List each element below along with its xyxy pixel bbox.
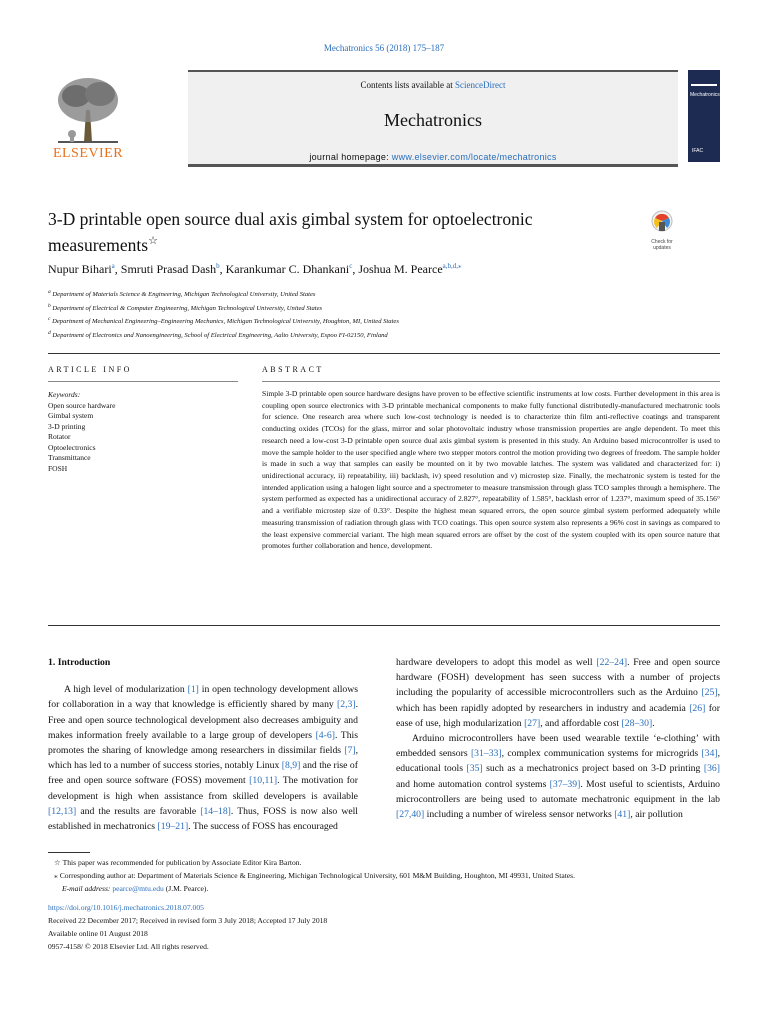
footnote-divider [48, 852, 90, 853]
affiliation-item [48, 301, 399, 315]
citation-link[interactable]: [28–30] [621, 717, 653, 729]
divider [262, 381, 720, 382]
journal-homepage [188, 152, 678, 162]
body-text: for ease of use, high modularization [396, 702, 720, 729]
author-name[interactable]: Nupur Bihari [48, 262, 112, 276]
body-paragraph [396, 731, 720, 822]
homepage-link[interactable]: www.elsevier.com/locate/mechatronics [391, 152, 557, 162]
contents-prefix: Contents lists available at [360, 80, 455, 90]
email-label: E-mail address: [62, 884, 113, 893]
footnote-recommendation-text: This paper was recommended for publication by Associate Editor Kira Barton. [62, 858, 302, 867]
sciencedirect-link[interactable]: ScienceDirect [455, 80, 506, 90]
citation-link[interactable]: [10,11] [249, 775, 278, 787]
citation-link[interactable]: [26] [689, 702, 706, 714]
body-text: , complex communication systems for microgrids [501, 748, 702, 760]
footnote-recommendation [48, 856, 720, 869]
body-column-right [396, 655, 720, 822]
body-text: and the results are favorable [76, 805, 201, 817]
divider [48, 353, 720, 354]
author-affiliation-sup[interactable]: a,b,d,⁎ [442, 262, 462, 270]
keyword-item: 3-D printing [48, 421, 86, 431]
body-text: , educational tools [396, 748, 720, 775]
keyword-item: Open source hardware [48, 400, 116, 410]
author-separator: , [352, 262, 359, 276]
cover-title: Mechatronics [690, 92, 720, 98]
affiliation-sup: a [48, 289, 51, 295]
author-separator: , [219, 262, 226, 276]
footnote-email [48, 882, 720, 895]
divider [48, 625, 720, 626]
title-line-2: measurements [48, 234, 149, 255]
affiliation-item [48, 287, 399, 301]
email-suffix: (J.M. Pearce). [163, 884, 209, 893]
citation-link[interactable]: [2,3] [337, 699, 356, 711]
affiliation-sup: d [48, 330, 51, 337]
journal-banner [188, 70, 678, 167]
body-text: , which has led to a number of success stories, notably Linux [48, 745, 358, 772]
author-name[interactable]: Joshua M. Pearce [358, 262, 443, 276]
citation-link[interactable]: [19–21] [157, 821, 189, 833]
abstract-heading: ABSTRACT [262, 365, 324, 374]
footnote-corresponding-text: Corresponding author at: Department of Materials Science & Engineering, Michigan Technological University, 601 M&M Building, Houghton, MI 49931, United States. [59, 871, 576, 880]
elsevier-wordmark: ELSEVIER [52, 146, 124, 161]
citation-link[interactable]: [27,40] [396, 809, 425, 821]
keyword-item: Rotator [48, 432, 71, 441]
citation-link[interactable]: [37–39] [549, 778, 581, 790]
check-for-updates-badge[interactable] [645, 210, 679, 252]
citation-link[interactable]: [36] [703, 763, 720, 775]
journal-header [48, 70, 720, 170]
keywords-label: Keywords: [48, 390, 81, 399]
affiliation-sup: c [48, 316, 51, 323]
author-list [48, 262, 462, 277]
footnote-corresponding: ⁎ Corresponding author at: Department of Materials Science & Engineering, Michigan Technological University, 601 M&M Building, Houghton, MI 49931, United States. [54, 871, 576, 880]
body-text: hardware developers to adopt this model as well [396, 657, 597, 668]
author-affiliation-sup[interactable]: a [111, 262, 115, 270]
body-text: in open technology development allows for collaboration in a way that knowledge is efficiently shared by many [48, 684, 358, 711]
body-text: . Free and open source hardware (FOSH) development has seen success with a number of projects including the popularity of accessible microcontrollers such as the Arduino [396, 657, 720, 699]
keywords-block [48, 390, 238, 474]
body-text: A high level of modularization [64, 684, 188, 696]
body-text: . Free and open source technological development also decreases ambiguity and makes information freely available to a large group of developers [48, 699, 358, 741]
body-paragraph [48, 682, 358, 834]
body-text: , which has been rapidly adopted by researchers in industry and academia [396, 687, 720, 714]
affiliation-item [48, 314, 399, 328]
author-name[interactable]: Smruti Prasad Dash [120, 262, 217, 276]
citation-link[interactable]: [31–33] [470, 748, 502, 760]
body-text: , air pollution [630, 809, 683, 821]
body-text: . The motivation for development is high when assistance from skilled developers is available [48, 775, 358, 802]
keyword-item: Optoelectronics [48, 442, 96, 452]
journal-citation[interactable]: Mechatronics 56 (2018) 175–187 [323, 43, 445, 53]
citation-link[interactable]: [34] [701, 748, 718, 760]
body-text: . [652, 717, 655, 729]
citation-link[interactable]: [22–24] [596, 657, 628, 668]
author-affiliation-sup[interactable]: b [216, 262, 220, 270]
author-affiliation-sup[interactable]: c [349, 262, 353, 270]
homepage-label: journal homepage: [309, 152, 392, 162]
received-dates: Received 22 December 2017; Received in revised form 3 July 2018; Accepted 17 July 2018 [48, 916, 328, 925]
body-text: and the rise of free and open source software (FOSS) movement [48, 760, 358, 787]
body-column-left [48, 655, 358, 834]
citation-link[interactable]: [8,9] [281, 760, 301, 772]
citation-link[interactable]: [4-6] [315, 729, 335, 741]
footnote-star-mark: ☆ [54, 858, 61, 867]
body-text: such as a mechatronics project based on 3-D printing [482, 763, 704, 775]
divider [48, 381, 238, 382]
author-name[interactable]: Karankumar C. Dhankani [225, 262, 350, 276]
affiliation-text: Department of Mechanical Engineering–Engineering Mechanics, Michigan Technological University, Houghton, MI, United States [52, 318, 399, 326]
body-text: including a number of wireless sensor networks [424, 809, 615, 821]
body-text: . Most useful to scientists, Arduino microcontrollers are being used to automate mechatronic equipment in the lab [396, 778, 721, 805]
citation-link[interactable]: [27] [524, 717, 541, 729]
abstract-text: Simple 3-D printable open source hardware designs have proven to be effective scientific instruments at low costs. Further development in this area is coupling open source electronics with 3-D printable mechanical components to make fully functional distributedly-manufactured mechatronic tools for science. One research area where such low-cost technology is needed is to characterize thin film anti-reflective coatings and transparent conducting oxides (TCOs) for the glass, mirror and solar photovoltaic industry whose transmission properties are angle dependent. To meet this research need a low-cost 3-D printable open source dual axis gimbal system is presented in this study. An Arduino based microcontroller is used to move the sample holder to the user specified angle where two stepper motors control the motion providing two degrees of freedom. The sample holder is made in such a way that samples can easily be mounted on it by two movable latches. The system was validated and characterized for: i) unidirectional accuracy, ii) repeatability, iii) backlash, iv) speed resolution and v) microstep size. Finally, the mechatronic system is tested for the intended application using a halogen light source and a spectrometer to measure transmission through glass TCO samples through a hemisphere. The system performed as expected has a unidirectional accuracy of 2.827°, repeatability of 1.585°, backlash error of 1.237°, maximum speed of 35.156° and a verifiable microstep size of 0.33°. Despite the highest mean squared errors, the open source gimbal system performed adequately while measuring transmission of radiation through glass with TCO coatings. This open source system also represents a 96% cost in savings as compared to the least expensive commercial variant. The high mean squared errors are offset by the cost of the system coupled with its open source nature that promotes further collaboration and hence, development. [262, 389, 720, 551]
body-text: Arduino microcontrollers have been used wearable textile ‘e-clothing’ with embedded sensors [396, 733, 720, 760]
affiliation-text: Department of Electronics and Nanoengineering, School of Electrical Engineering, Aalto University, Espoo FI-02150, Finland [52, 332, 388, 340]
affiliation-list [48, 287, 399, 342]
elsevier-logo[interactable] [48, 70, 128, 162]
keyword-item: FOSH [48, 463, 68, 473]
affiliation-item [48, 328, 399, 342]
copyright: 0957-4158/ © 2018 Elsevier Ltd. All rights reserved. [48, 942, 209, 951]
keyword-item: Gimbal system [48, 411, 94, 420]
footnotes [48, 856, 720, 953]
title-footnote-star[interactable]: ☆ [148, 235, 158, 247]
citation-link[interactable]: [14–18] [200, 805, 231, 817]
body-text: . Thus, FOSS is now also well established in mechatronics [48, 805, 358, 833]
body-text: and home automation control systems [396, 778, 550, 790]
cover-mark: IFAC [692, 148, 704, 154]
affiliation-sup: b [48, 302, 51, 309]
crossmark-icon [651, 210, 673, 234]
body-paragraph [396, 655, 720, 731]
author-separator: , [114, 262, 121, 276]
citation-link[interactable]: [41] [614, 809, 631, 821]
email-link[interactable]: pearce@mtu.edu [112, 884, 164, 893]
citation-link[interactable]: [35] [466, 763, 483, 775]
crossmark-line-1: Check for [651, 239, 673, 245]
contents-available [188, 80, 678, 90]
affiliation-text: Department of Materials Science & Engineering, Michigan Technological University, United States [52, 291, 316, 299]
citation-link[interactable]: [1] [187, 684, 199, 696]
article-title [48, 208, 618, 256]
affiliation-text: Department of Electrical & Computer Engineering, Michigan Technological University, United States [52, 304, 323, 312]
journal-cover-thumbnail[interactable] [688, 70, 720, 162]
article-info-heading: ARTICLE INFO [48, 365, 132, 374]
citation-link[interactable]: [7] [344, 745, 356, 757]
body-text: . The success of FOSS has encouraged [188, 821, 338, 833]
citation-link[interactable]: [12,13] [48, 805, 77, 817]
doi-link[interactable]: https://doi.org/10.1016/j.mechatronics.2018.07.005 [48, 903, 204, 912]
title-line-1: 3-D printable open source dual axis gimbal system for optoelectronic [48, 209, 533, 229]
crossmark-line-2: updates [653, 245, 671, 251]
body-text: . This promotes the sharing of knowledge among researchers in dissimilar fields [48, 729, 358, 757]
journal-name: Mechatronics [384, 110, 482, 130]
section-heading-introduction: 1. Introduction [48, 657, 111, 668]
body-text: , and affordable cost [540, 717, 622, 729]
online-date: Available online 01 August 2018 [48, 929, 148, 938]
citation-link[interactable]: [25] [701, 687, 718, 699]
keyword-item: Transmittance [48, 453, 91, 462]
